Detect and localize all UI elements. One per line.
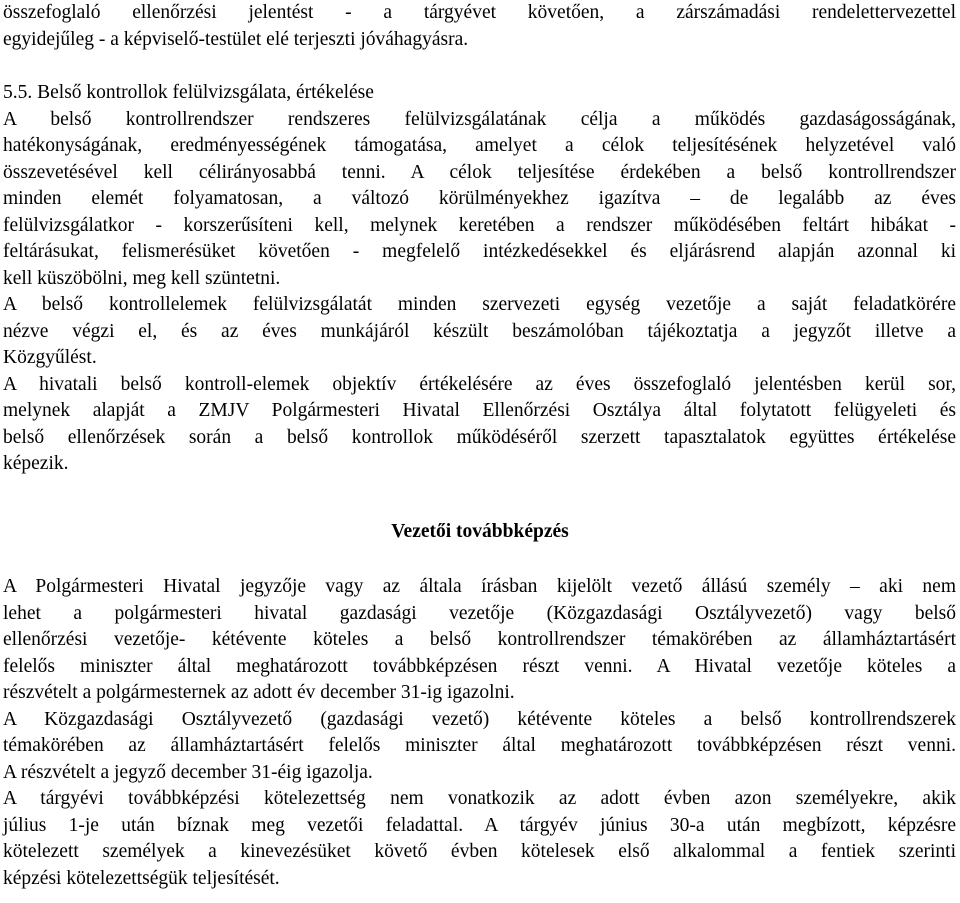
- text-line: nézve végzi el, és az éves munkájáról készült beszámolóban tájékoztatja a jegyzőt illetve a: [3, 320, 956, 342]
- text-line: A belső kontrollelemek felülvizsgálatát minden szervezeti egység vezetője a saját feladatkörére: [3, 294, 956, 315]
- training-heading: Vezetői továbbképzés: [391, 521, 569, 542]
- text-line: feltárásukat, felismerésüket követően - megfelelő intézkedésekkel és eljárásrend alapján azonnal ki: [3, 241, 956, 262]
- text-line: hatékonyságának, eredményességének támogatása, amelyet a célok teljesítésének helyzetével való: [3, 135, 956, 156]
- section-5-5-paragraph-1: [3, 107, 956, 293]
- text-line: egyidejűleg - a képviselő-testület elé terjeszti jóváhagyásra.: [3, 28, 469, 50]
- text-line: ellenőrzési vezetője- kétévente köteles a belső kontrollrendszer témakörében az államháztartásért: [3, 629, 956, 650]
- section-title: 5.5. Belső kontrollok felülvizsgálata, értékelése: [3, 82, 374, 103]
- text-line: belső ellenőrzések során a belső kontrollok működéséről szerzett tapasztalatok együttes értékelése: [3, 426, 956, 448]
- text-line: összevetésével kell célirányosabbá tenni. A célok teljesítése érdekében a belső kontrollrendszer: [3, 161, 956, 183]
- section-5-5-paragraph-3: [3, 372, 956, 478]
- training-paragraph-2: [3, 707, 956, 787]
- text-line: lehet a polgármesteri hivatal gazdasági vezetője (Közgazdasági Osztályvezető) vagy belső: [3, 602, 956, 624]
- text-line: melynek alapját a ZMJV Polgármesteri Hivatal Ellenőrzési Osztálya által folytatott felügyeleti és: [3, 400, 956, 421]
- text-line: A részvételt a jegyző december 31-éig igazolja.: [3, 761, 373, 783]
- section-5-5-paragraph-2: [3, 292, 956, 372]
- text-line: összefoglaló ellenőrzési jelentést - a tárgyévet követően, a zárszámadási rendelettervezettel: [3, 2, 956, 23]
- text-line: kötelezett személyek a kinevezésüket követő évben kötelesek első alkalommal a fentiek szerinti: [3, 841, 956, 862]
- text-line: részvételt a polgármesternek az adott év december 31-ig igazolni.: [3, 682, 515, 703]
- text-line: A tárgyévi továbbképzési kötelezettség nem vonatkozik az adott évben azon személyekre, akik: [3, 788, 956, 809]
- text-line: témakörében az államháztartásért felelős miniszter által meghatározott továbbképzésen részt venni.: [3, 735, 956, 756]
- text-line: képezik.: [3, 453, 69, 474]
- text-line: A Polgármesteri Hivatal jegyzője vagy az általa írásban kijelölt vezető állású személy – aki nem: [3, 576, 956, 597]
- text-line: Közgyűlést.: [3, 347, 97, 368]
- text-line: felelős miniszter által meghatározott továbbképzésen részt venni. A Hivatal vezetője köteles a: [3, 655, 956, 677]
- previous-paragraph: [3, 0, 956, 53]
- text-line: A Közgazdasági Osztályvezető (gazdasági vezető) kétévente köteles a belső kontrollrendszerek: [3, 708, 956, 730]
- training-section: [3, 574, 956, 892]
- training-paragraph-1: [3, 574, 956, 707]
- section-5-5: [3, 80, 956, 478]
- text-line: felülvizsgálatkor - korszerűsíteni kell, melynek keretében a rendszer működésében feltárt hibákat -: [3, 214, 956, 236]
- text-line: képzési kötelezettségük teljesítését.: [3, 867, 280, 889]
- text-line: A belső kontrollrendszer rendszeres felülvizsgálatának célja a működés gazdaságosságának,: [3, 108, 956, 130]
- text-line: A hivatali belső kontroll-elemek objektív értékelésére az éves összefoglaló jelentésben kerül sor,: [3, 373, 956, 395]
- text-line: kell küszöbölni, meg kell szüntetni.: [3, 267, 281, 289]
- text-line: minden elemét folyamatosan, a változó körülményekhez igazítva – de legalább az éves: [3, 188, 956, 209]
- training-paragraph-3: [3, 786, 956, 892]
- text-line: július 1-je után bíznak meg vezetői feladattal. A tárgyév június 30-a után megbízott, képzésre: [3, 814, 956, 836]
